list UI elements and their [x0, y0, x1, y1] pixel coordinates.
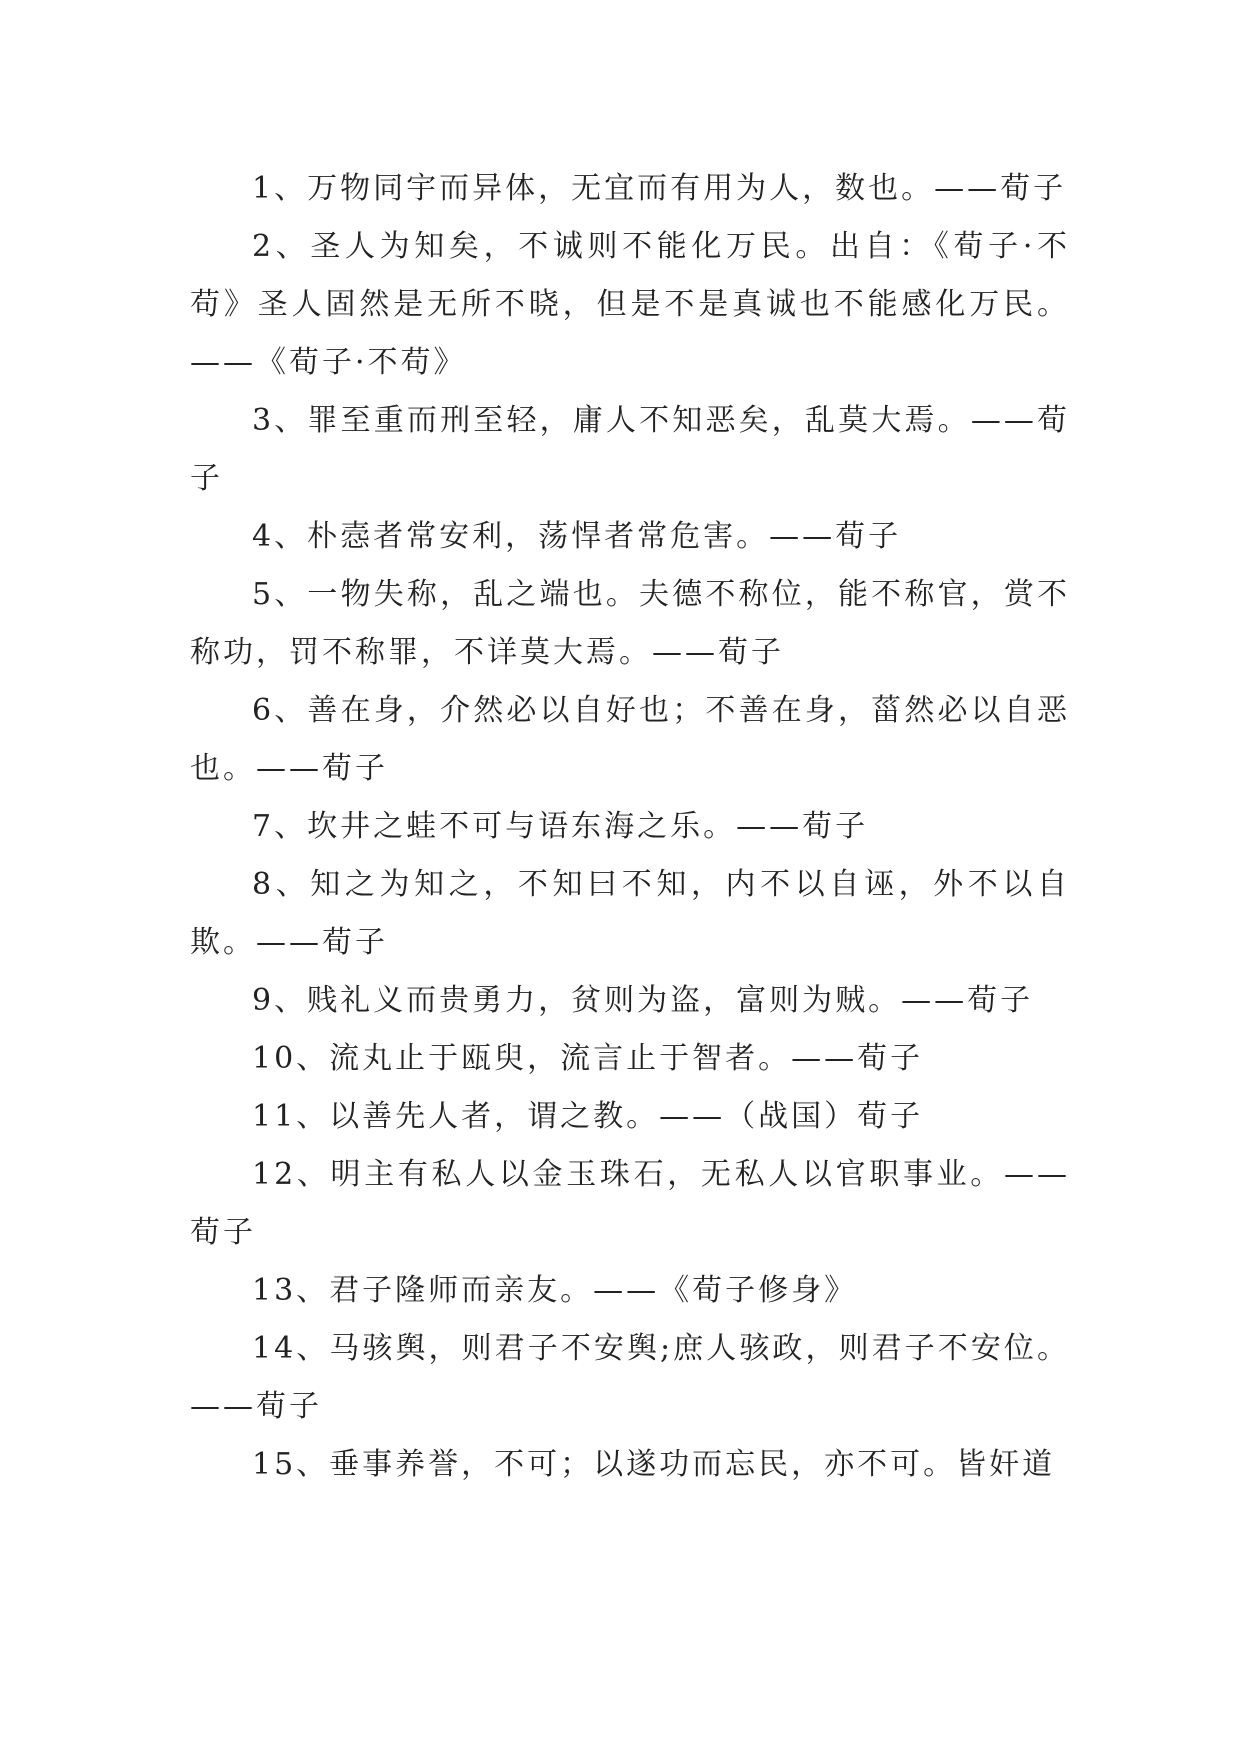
quote-paragraph: 10、流丸止于瓯臾，流言止于智者。——荀子: [252, 1041, 924, 1076]
quote-paragraph: 5、一物失称，乱之端也。夫德不称位，能不称官，赏不称功，罚不称罪，不详莫大焉。——荀子: [190, 577, 1070, 670]
quote-paragraph: 13、君子隆师而亲友。——《荀子修身》: [252, 1273, 858, 1308]
quote-paragraph: 12、明主有私人以金玉珠石，无私人以官职事业。——荀子: [190, 1157, 1070, 1250]
quote-paragraph: 11、以善先人者，谓之教。——（战国）荀子: [252, 1099, 924, 1134]
quote-paragraph: 1、万物同宇而异体，无宜而有用为人，数也。——荀子: [252, 171, 1067, 206]
quote-paragraph: 15、垂事养誉，不可；以遂功而忘民，亦不可。皆奸道: [252, 1447, 1056, 1482]
quote-paragraph: 8、知之为知之，不知曰不知，内不以自诬，外不以自欺。——荀子: [190, 867, 1070, 960]
quote-paragraph: 14、马骇舆，则君子不安舆;庶人骇政，则君子不安位。——荀子: [190, 1331, 1070, 1424]
quote-paragraph: 7、坎井之蛙不可与语东海之乐。——荀子: [252, 809, 869, 844]
quote-paragraph: 4、朴悫者常安利，荡悍者常危害。——荀子: [252, 519, 902, 554]
quote-paragraph: 3、罪至重而刑至轻，庸人不知恶矣，乱莫大焉。——荀子: [190, 403, 1070, 496]
quote-paragraph: 9、贱礼义而贵勇力，贫则为盗，富则为贼。——荀子: [252, 983, 1034, 1018]
quote-paragraph: 6、善在身，介然必以自好也；不善在身，菑然必以自恶也。——荀子: [190, 693, 1070, 786]
quote-paragraph: 2、圣人为知矣，不诚则不能化万民。出自：《荀子·不苟》圣人固然是无所不晓，但是不是真诚也不能感化万民。——《荀子·不苟》: [190, 229, 1070, 380]
document-body: [190, 160, 1070, 1494]
